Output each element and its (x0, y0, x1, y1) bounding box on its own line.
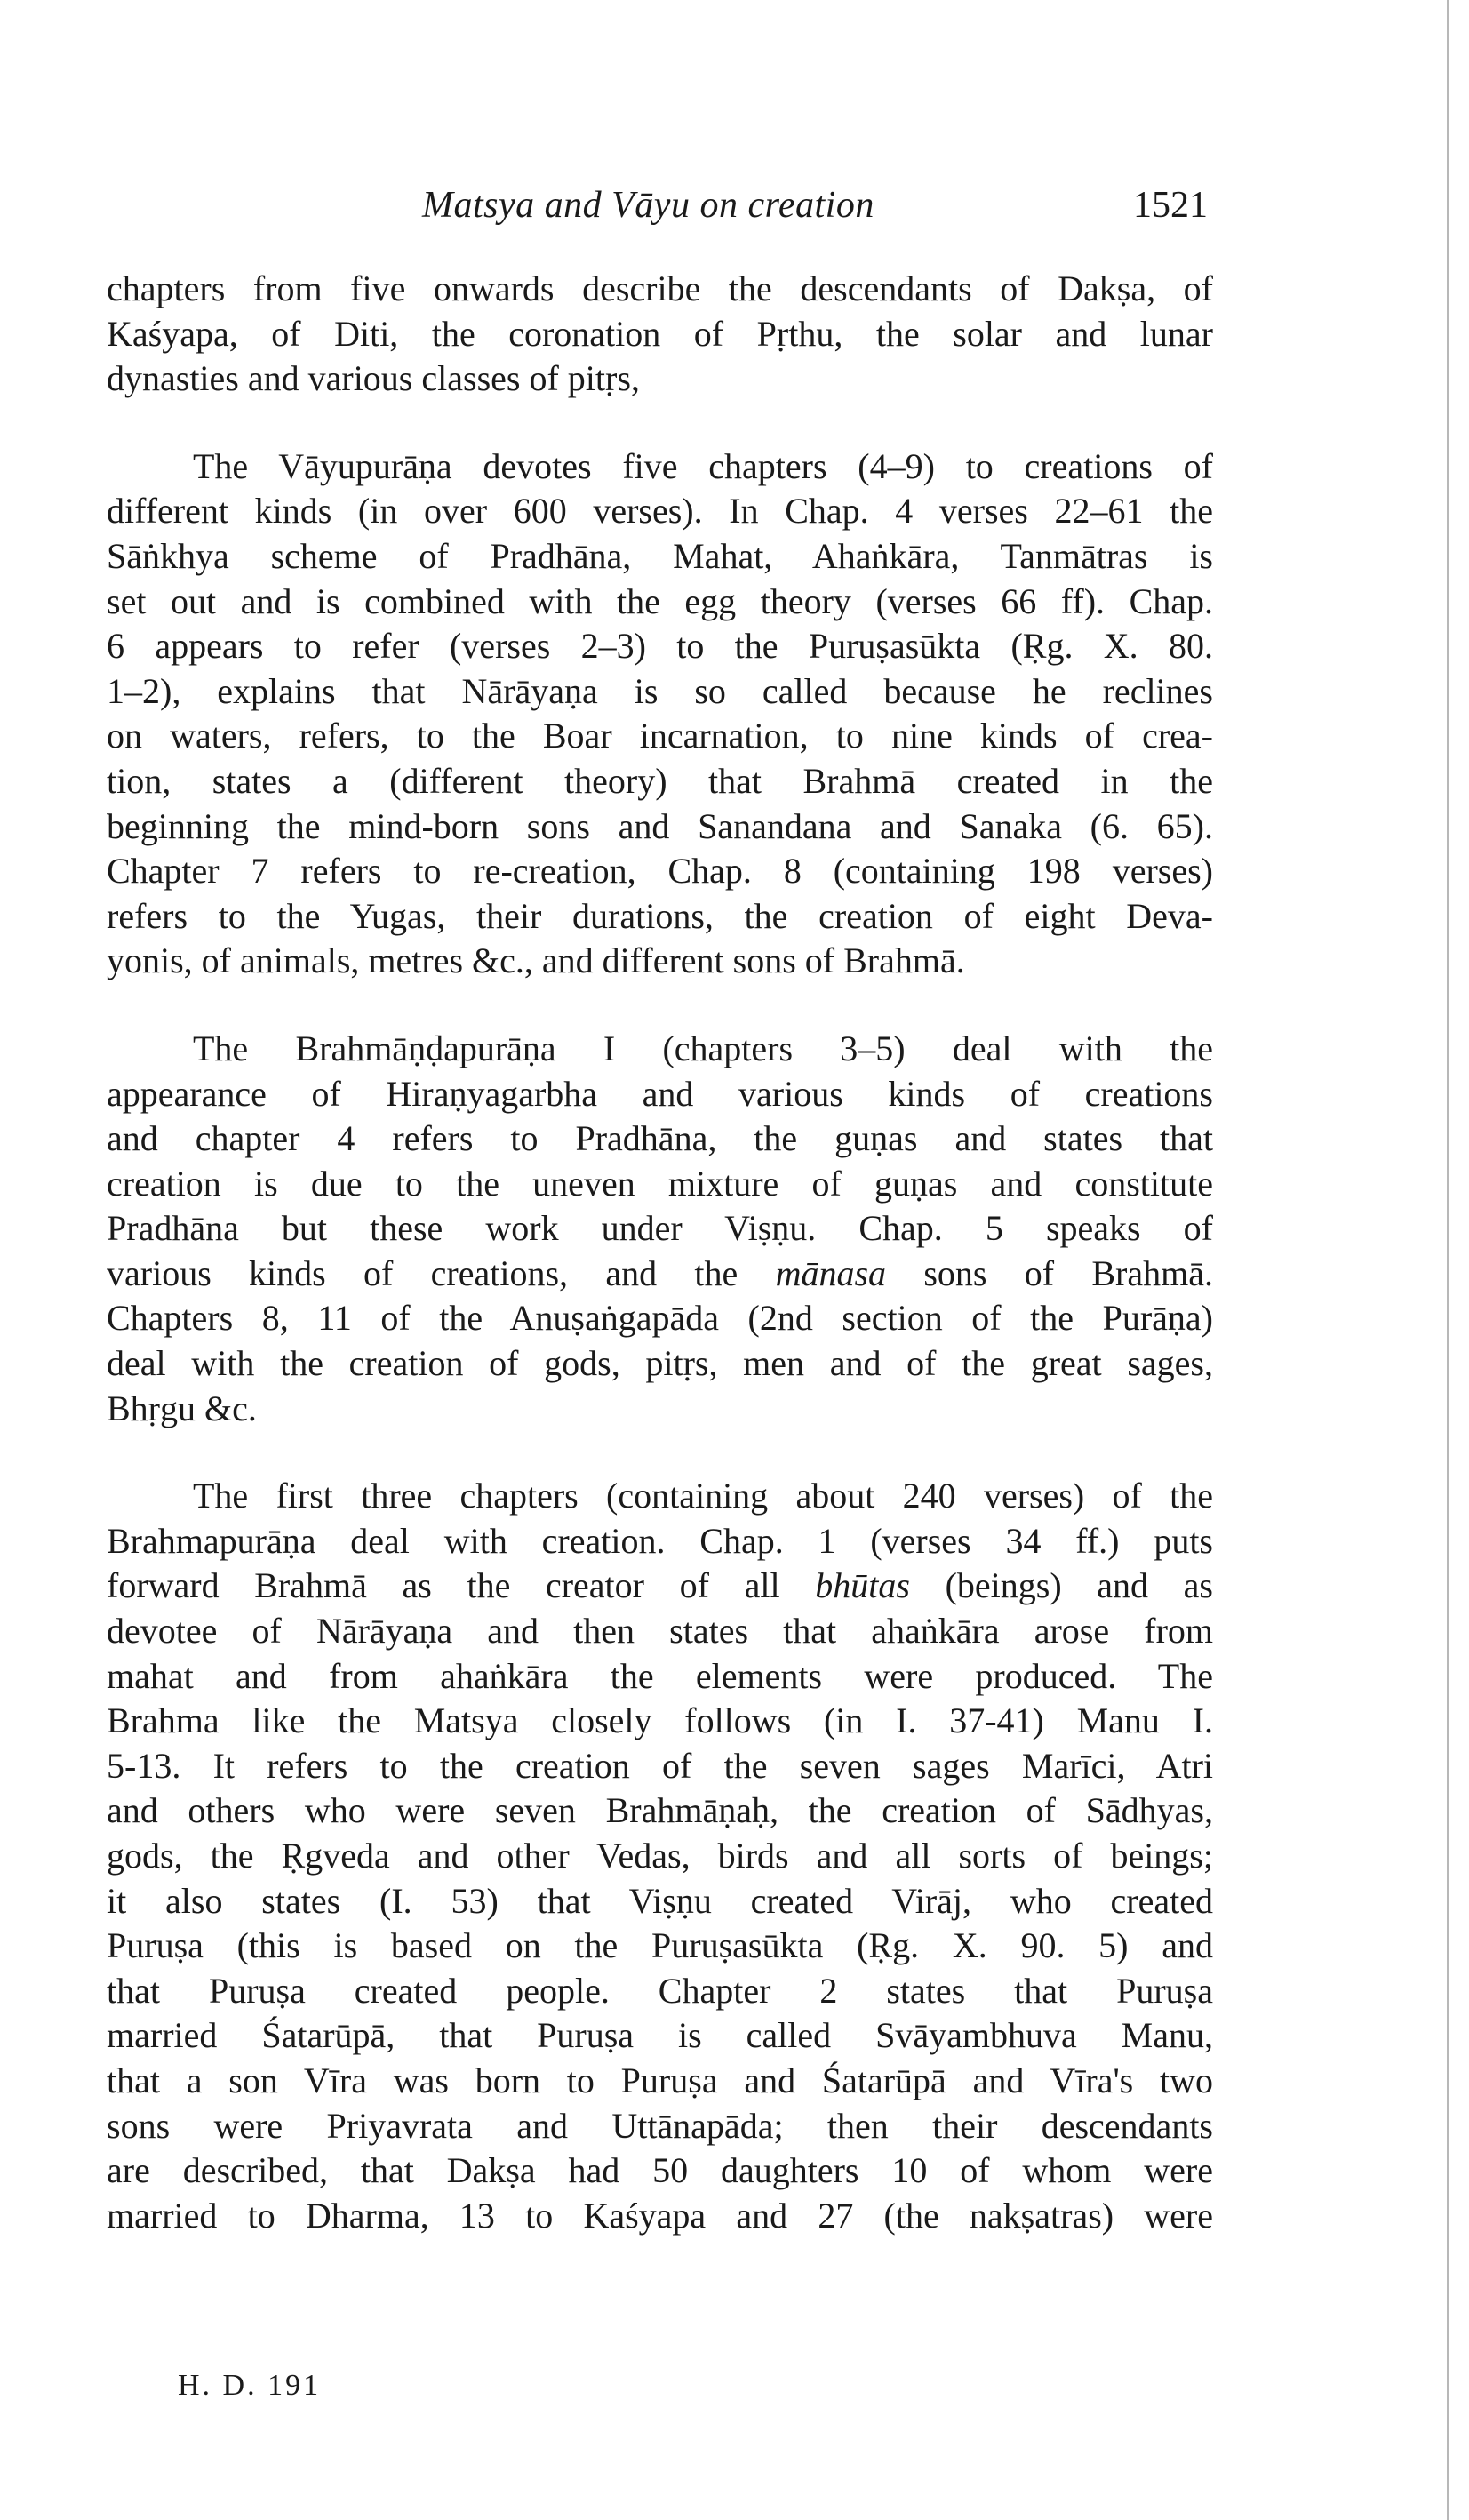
text-line: Brahmapurāṇa deal with creation. Chap. 1 (verses 34 ff.) puts (107, 1520, 1213, 1561)
text-line: appearance of Hiraṇyagarbha and various kinds of creations (107, 1073, 1213, 1114)
text-line: The first three chapters (containing about 240 verses) of the (193, 1476, 1213, 1516)
text-line: devotee of Nārāyaṇa and then states that ahaṅkāra arose from (107, 1611, 1213, 1652)
text-line: mahat and from ahaṅkāra the elements were produced. The (107, 1655, 1213, 1696)
page-number: 1521 (1133, 185, 1208, 226)
running-title: Matsya and Vāyu on creation (422, 185, 874, 226)
text-line: Kaśyapa, of Diti, the coronation of Pṛthu, the solar and lunar (107, 313, 1213, 354)
text-line: beginning the mind-born sons and Sanandana and Sanaka (6. 65). (107, 805, 1213, 846)
text-line: Pradhāna but these work under Viṣṇu. Chap. 5 speaks of (107, 1208, 1213, 1249)
text-line: The Brahmāṇḍapurāṇa I (chapters 3–5) deal with the (193, 1028, 1213, 1068)
text-line: Chapter 7 refers to re-creation, Chap. 8 (containing 198 verses) (107, 851, 1213, 892)
scan-edge-line (1447, 0, 1449, 2520)
page-header (0, 184, 1469, 237)
text-line: 5-13. It refers to the creation of the seven sages Marīci, Atri (107, 1745, 1213, 1786)
paragraph (107, 444, 1213, 984)
text-line: chapters from five onwards describe the descendants of Dakṣa, of (107, 268, 1213, 308)
text-line: are described, that Dakṣa had 50 daughters 10 of whom were (107, 2150, 1213, 2191)
text-line: that Puruṣa created people. Chapter 2 states that Puruṣa (107, 1970, 1213, 2011)
text-line: married to Dharma, 13 to Kaśyapa and 27 (the nakṣatras) were (107, 2195, 1213, 2236)
text-line: gods, the Ṛgveda and other Vedas, birds and all sorts of beings; (107, 1836, 1213, 1876)
text-line: it also states (I. 53) that Viṣṇu created Virāj, who created (107, 1880, 1213, 1921)
text-line: deal with the creation of gods, pitṛs, men and of the great sages, (107, 1343, 1213, 1384)
text-line: and chapter 4 refers to Pradhāna, the guṇas and states that (107, 1118, 1213, 1159)
signature-mark: H. D. 191 (178, 2369, 322, 2402)
text-line: refers to the Yugas, their durations, the creation of eight Deva- (107, 895, 1213, 936)
text-line: creation is due to the uneven mixture of guṇas and constitute (107, 1163, 1213, 1204)
text-line: yonis, of animals, metres &c., and different sons of Brahmā. (107, 940, 965, 981)
text-line: tion, states a (different theory) that Brahmā created in the (107, 760, 1213, 801)
text-line: that a son Vīra was born to Puruṣa and Śatarūpā and Vīra's two (107, 2060, 1213, 2100)
text-line: married Śatarūpā, that Puruṣa is called Svāyambhuva Manu, (107, 2015, 1213, 2056)
text-line: Brahma like the Matsya closely follows (in I. 37-41) Manu I. (107, 1700, 1213, 1741)
text-line: various kinds of creations, and the mānasa sons of Brahmā. (107, 1252, 1213, 1293)
text-line: Bhṛgu &c. (107, 1388, 257, 1428)
text-line: 6 appears to refer (verses 2–3) to the Puruṣasūkta (Ṛg. X. 80. (107, 626, 1213, 667)
text-line: set out and is combined with the egg theory (verses 66 ff). Chap. (107, 580, 1213, 621)
text-line: different kinds (in over 600 verses). In Chap. 4 verses 22–61 the (107, 491, 1213, 532)
paragraph (107, 267, 1213, 402)
text-line: on waters, refers, to the Boar incarnation, to nine kinds of crea- (107, 716, 1213, 756)
paragraph (107, 1474, 1213, 2238)
text-line: 1–2), explains that Nārāyaṇa is so called because he reclines (107, 670, 1213, 711)
text-line: sons were Priyavrata and Uttānapāda; then their descendants (107, 2105, 1213, 2146)
text-line: Sāṅkhya scheme of Pradhāna, Mahat, Ahaṅkāra, Tanmātras is (107, 535, 1213, 576)
text-line: dynasties and various classes of pitṛs, (107, 358, 640, 399)
paragraph (107, 1027, 1213, 1431)
text-line: forward Brahmā as the creator of all bhūtas (beings) and as (107, 1565, 1213, 1606)
text-line: Chapters 8, 11 of the Anuṣaṅgapāda (2nd section of the Purāṇa) (107, 1298, 1213, 1339)
body-text (107, 267, 1213, 2281)
text-line: Puruṣa (this is based on the Puruṣasūkta (Ṛg. X. 90. 5) and (107, 1925, 1213, 1966)
text-line: and others who were seven Brahmāṇaḥ, the creation of Sādhyas, (107, 1790, 1213, 1831)
text-line: The Vāyupurāṇa devotes five chapters (4–9) to creations of (193, 445, 1213, 486)
